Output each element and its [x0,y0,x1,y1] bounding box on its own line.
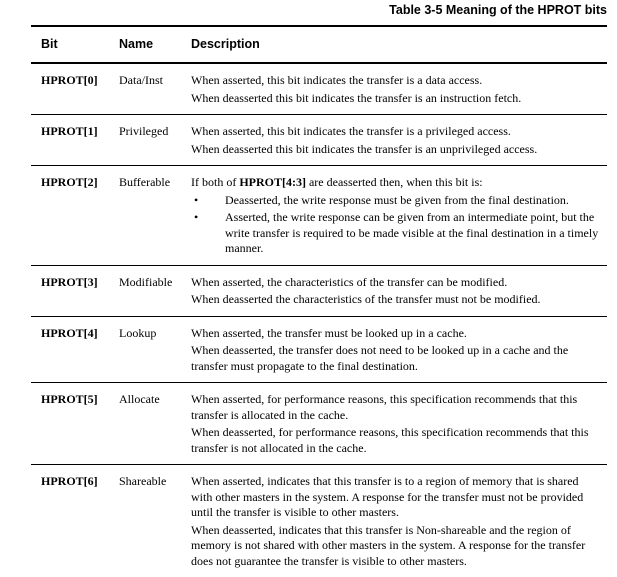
hprot-table [31,25,607,577]
row-bit: HPROT[0] [41,73,98,87]
description-paragraph: When asserted, for performance reasons, this specification recommends that this transfer is allocated in the cache. [191,392,578,422]
row-description [191,317,601,383]
row-description [191,64,601,114]
row-name: Modifiable [119,274,173,289]
description-paragraph: When asserted, this bit indicates the transfer is a data access. [191,73,483,87]
description-paragraph: When asserted, this bit indicates the transfer is a privileged access. [191,124,511,138]
row-bit: HPROT[3] [41,274,98,289]
description-paragraph: When deasserted, indicates that this transfer is Non-shareable and the region of memory is not shared with other masters in the system. A response for the transfer does not guarantee the transfer is visible to other masters. [191,522,586,568]
intro-text: If both of [191,175,240,189]
description-paragraph: When deasserted the characteristics of the transfer must not be modified. [191,292,541,306]
row-description [191,383,601,464]
description-paragraph: When deasserted this bit indicates the transfer is an unprivileged access. [191,141,538,156]
table-row [31,266,607,317]
description-paragraph: When asserted, the characteristics of the transfer can be modified. [191,274,508,289]
bullet-icon: • [194,210,199,224]
description-paragraph: When deasserted, the transfer does not need to be looked up in a cache and the transfer must propagate to the final destination. [191,343,569,373]
row-bit: HPROT[6] [41,474,98,488]
row-description [191,115,601,165]
table-header [31,25,607,64]
intro-text: are deasserted then, when this bit is: [305,175,483,189]
table-row [31,383,607,465]
table-row [31,317,607,384]
header-name: Name [119,37,154,51]
header-description: Description [191,37,260,51]
table-caption: Table 3-5 Meaning of the HPROT bits [389,3,607,17]
header-bit: Bit [41,37,58,51]
row-name: Bufferable [119,175,171,189]
description-paragraph: When deasserted this bit indicates the transfer is an instruction fetch. [191,90,522,105]
row-description [191,465,601,577]
bullet-item [191,193,601,209]
bullet-icon: • [194,192,199,207]
bullet-text: Asserted, the write response can be given from an intermediate point, but the write transfer is required to be made visible at the final destination in a timely manner. [225,210,599,255]
row-name: Shareable [119,474,167,488]
row-name: Data/Inst [119,73,163,87]
table-row [31,64,607,115]
description-paragraph: When deasserted, for performance reasons, this specification recommends that this transfer is not allocated in the cache. [191,425,589,455]
signal-name: HPROT[4:3] [239,175,306,189]
table-row [31,166,607,266]
row-bit: HPROT[5] [41,392,98,406]
bullet-item [191,210,601,257]
row-description [191,166,601,265]
row-name: Lookup [119,325,157,340]
row-description [191,266,601,316]
row-bit: HPROT[1] [41,124,98,138]
table-row [31,115,607,166]
table-row [31,465,607,577]
description-intro [191,175,601,191]
row-name: Privileged [119,124,169,138]
description-paragraph: When asserted, indicates that this transfer is to a region of memory that is shared with other masters in the system. A response for the transfer must not be provided until the transfer is visible to other masters. [191,474,584,519]
row-name: Allocate [119,392,160,406]
description-paragraph: When asserted, the transfer must be looked up in a cache. [191,325,467,340]
bullet-text: Deasserted, the write response must be given from the final destination. [225,192,569,207]
row-bit: HPROT[2] [41,175,98,189]
row-bit: HPROT[4] [41,325,98,340]
